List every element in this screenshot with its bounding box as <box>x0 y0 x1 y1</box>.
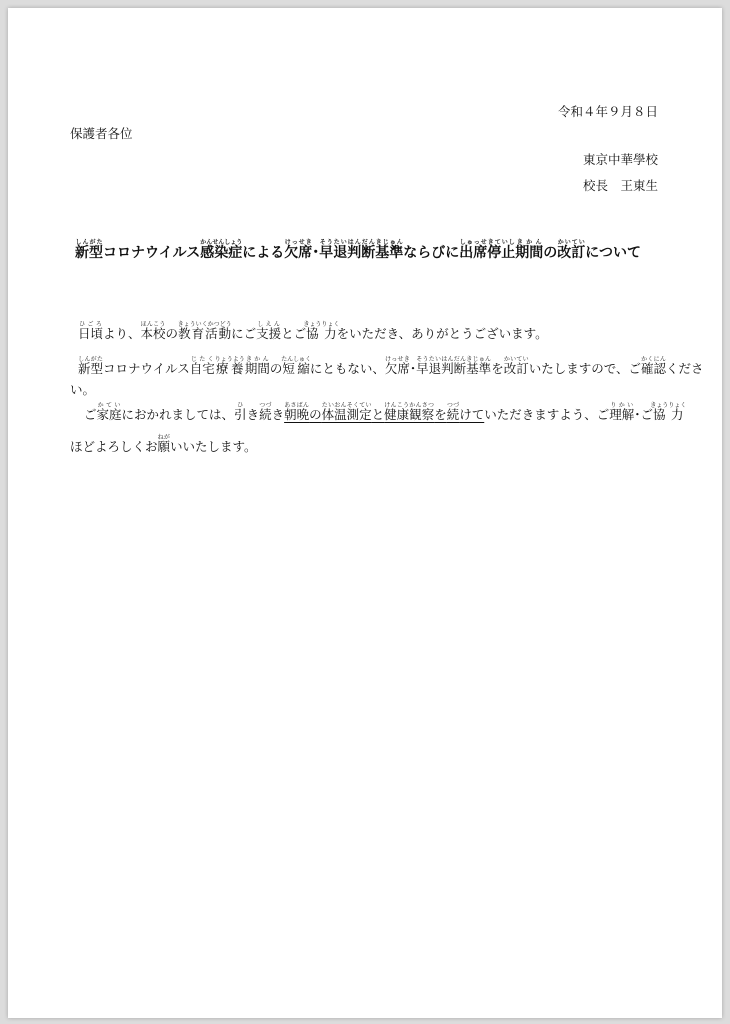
paragraph-revision-line2: い。 <box>70 382 96 397</box>
title-word: 判断基準はんだんきじゅん <box>347 239 404 261</box>
title-word: 新型しんがた <box>75 239 104 261</box>
title-word: 期間きかん <box>515 239 544 261</box>
principal-name: 校長 王東生 <box>582 178 658 193</box>
document-date: 令和４年９月８日 <box>557 104 658 119</box>
underlined-request: 朝晩あさばんの体温測定たいおんそくていと健康観察けんこうかんさつを続つづけて <box>284 402 485 422</box>
paragraph-greeting: 日頃ひごろより、本校ほんこうの教育活動きょういくかつどうにご支援しえんとご協力きょうりょくをいただき、ありがとうございます。 <box>78 321 548 341</box>
school-name: 東京中華學校 <box>582 152 658 167</box>
notice-title: 新型しんがたコロナウイルス感染症かんせんしょうによる欠席けっせき･早退そうたい判断基準はんだんきじゅんならびに出席停止しゅっせきていし期間きかんの改訂かいていについて <box>75 239 641 261</box>
document-page <box>8 8 722 1018</box>
paragraph-revision-line1: 新型しんがたコロナウイルス自宅じたく療養りょうよう期間きかんの短縮たんしゅくにともない、欠席けっせき･早退そうたい判断基準はんだんきじゅんを改訂かいていいたしますので、ご確認かくにんくださ <box>78 356 704 376</box>
title-word: 改訂かいてい <box>557 239 586 261</box>
title-word: 欠席けっせき <box>284 239 313 261</box>
title-word: 感染症かんせんしょう <box>200 239 243 261</box>
recipient: 保護者各位 <box>70 126 133 141</box>
title-word: 出席停止しゅっせきていし <box>459 239 516 261</box>
title-word: 早退そうたい <box>319 239 348 261</box>
paragraph-request-line1: ご家庭かていにおかれましては、引ひき続つづき朝晩あさばんの体温測定たいおんそくていと健康観察けんこうかんさつを続つづけていただきますよう、ご理解りかい･ご協力きょうりょく <box>84 402 687 422</box>
paragraph-request-line2: ほどよろしくお願ねがいいたします。 <box>70 434 257 454</box>
